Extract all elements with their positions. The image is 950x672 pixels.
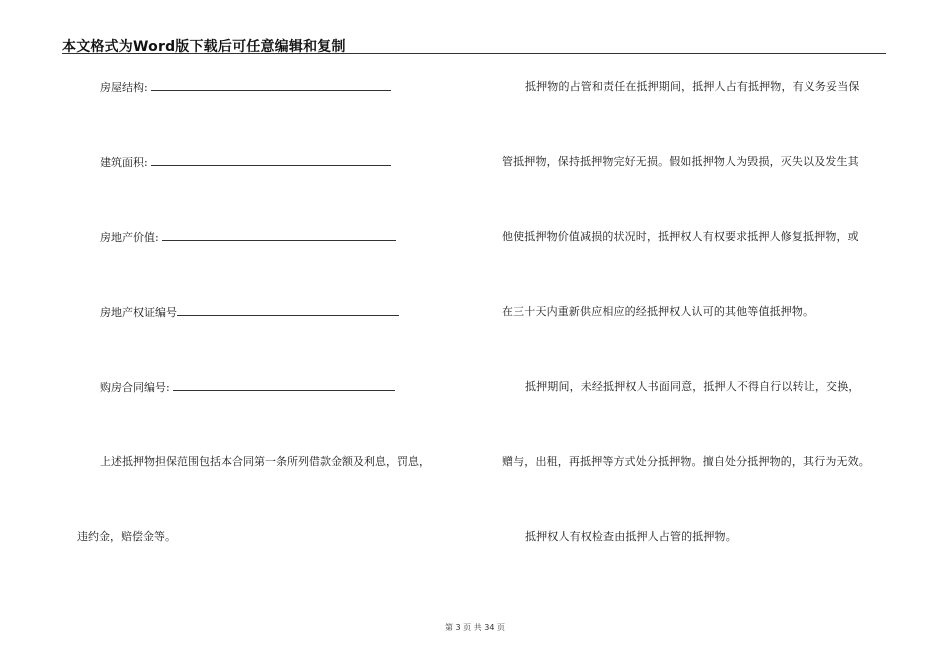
field-property-value	[100, 230, 396, 245]
fill-in-blank[interactable]	[162, 230, 396, 241]
fill-in-blank[interactable]	[177, 305, 399, 316]
field-building-area	[100, 155, 391, 170]
field-label: 房屋结构:	[100, 81, 148, 94]
field-label: 建筑面积:	[100, 156, 148, 169]
paragraph-line: 他使抵押物价值减损的状况时，抵押权人有权要求抵押人修复抵押物，或	[502, 230, 859, 243]
field-label: 房地产价值:	[100, 231, 159, 244]
fill-in-blank[interactable]	[151, 155, 391, 166]
field-label: 购房合同编号:	[100, 381, 170, 394]
page-number-footer: 第 3 页 共 34 页	[445, 623, 505, 632]
field-purchase-contract-number	[100, 380, 395, 395]
field-property-certificate-number	[100, 305, 399, 320]
guarantee-scope-line-2: 违约金，赔偿金等。	[77, 530, 176, 543]
paragraph-line: 抵押期间，未经抵押权人书面同意，抵押人不得自行以转让，交换，	[525, 380, 860, 393]
fill-in-blank[interactable]	[151, 80, 391, 91]
paragraph-line: 在三十天内重新供应相应的经抵押权人认可的其他等值抵押物。	[502, 305, 815, 318]
document-header-title: 本文格式为Word版下载后可任意编辑和复制	[62, 39, 346, 55]
paragraph-line: 抵押权人有权检查由抵押人占管的抵押物。	[525, 530, 737, 543]
paragraph-line: 管抵押物，保持抵押物完好无损。假如抵押物人为毁损，灭失以及发生其	[502, 155, 859, 168]
fill-in-blank[interactable]	[173, 380, 395, 391]
header-divider	[62, 53, 886, 54]
field-label: 房地产权证编号	[100, 306, 177, 319]
paragraph-line: 抵押物的占管和责任在抵押期间，抵押人占有抵押物，有义务妥当保	[525, 80, 860, 93]
field-house-structure	[100, 80, 391, 95]
guarantee-scope-line-1: 上述抵押物担保范围包括本合同第一条所列借款金额及利息，罚息，	[100, 455, 430, 468]
paragraph-line: 赠与，出租，再抵押等方式处分抵押物。擅自处分抵押物的，其行为无效。	[502, 455, 870, 468]
